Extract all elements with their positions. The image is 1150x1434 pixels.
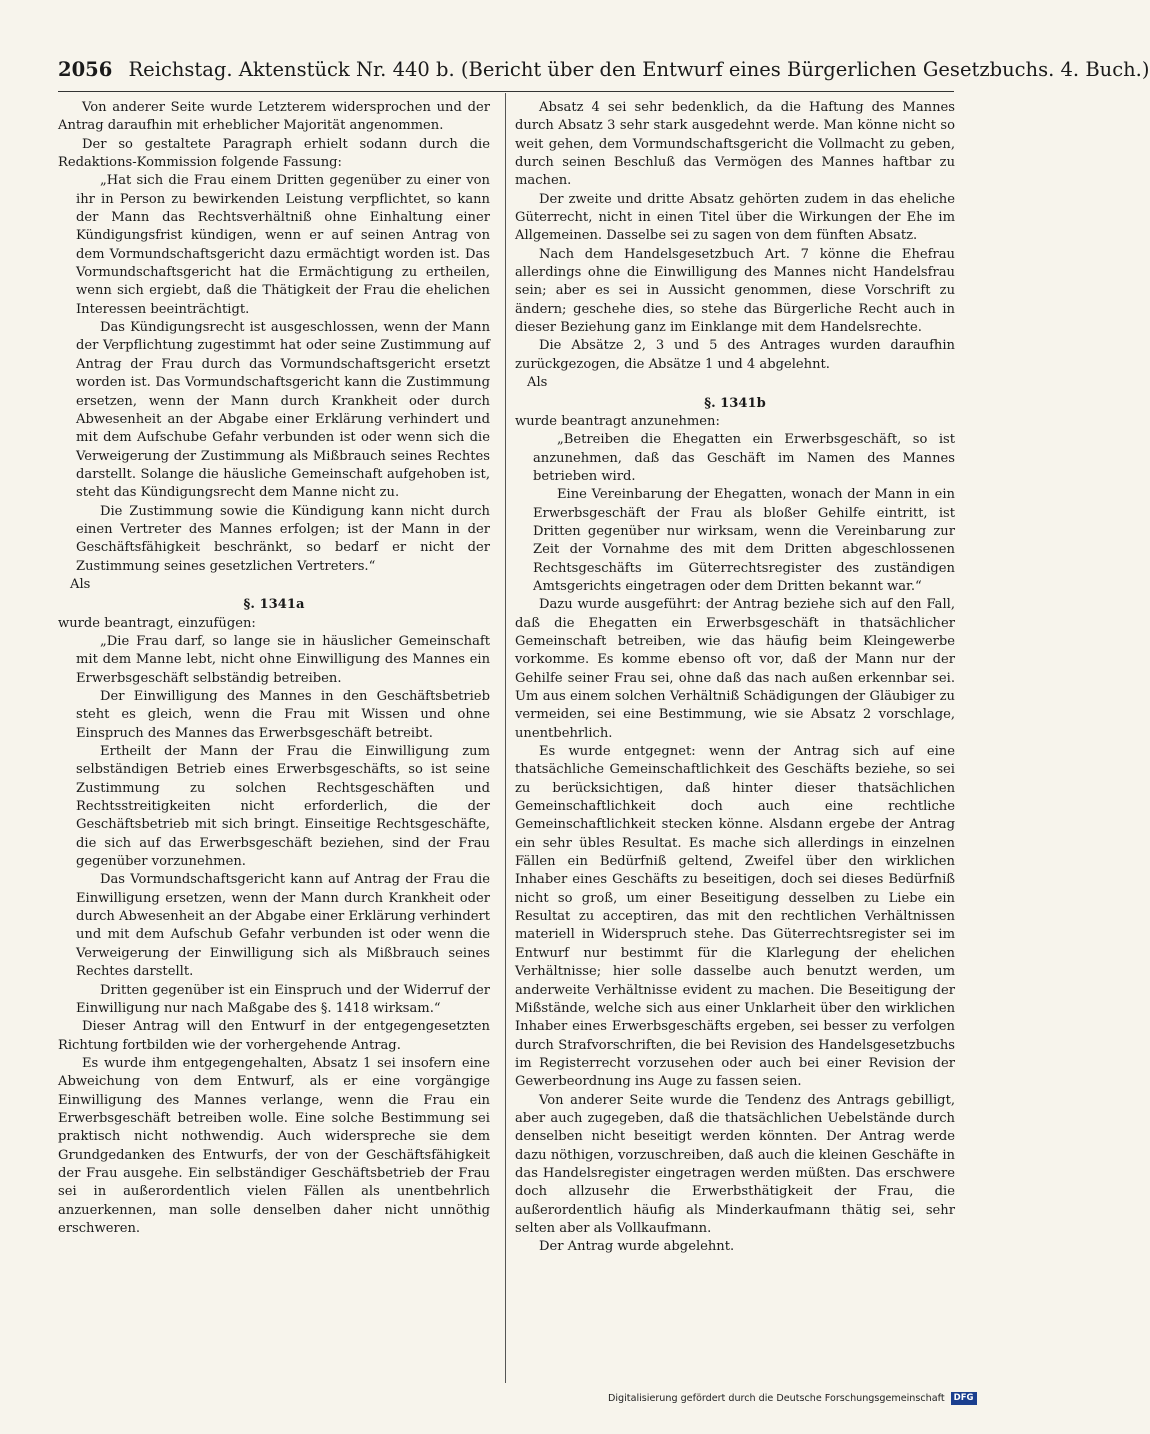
paragraph: Von anderer Seite wurde die Tendenz des Antrags gebilligt, aber auch zugegeben, daß die thatsächlichen Uebelstände durch denselben nicht beseitigt werden könnten. Der Antrag werde dazu nöthigen, vorzuschreiben, daß auch die kleinen Geschäfte in das Handelsregister eingetragen werden müßten. Das erschwere doch allzusehr die Erwerbsthätigkeit der Frau, die außerordentlich häufig als Minderkaufmann thätig sei, sehr selten aber als Vollkaufmann. bbox=[515, 1092, 955, 1236]
paragraph: Der Antrag wurde abgelehnt. bbox=[539, 1239, 735, 1255]
paragraph: Es wurde ihm entgegengehalten, Absatz 1 sei insofern eine Abweichung von dem Entwurf, als er eine vorgängige Einwilligung des Mannes verlange, wenn die Frau ein Erwerbsgeschäft betreiben wolle. Eine solche Bestimmung sei praktisch nicht nothwendig. Auch widerspreche sie dem Grundgedanken des Entwurfs, der von der Geschäftsfähigkeit der Frau ausgehe. Ein selbständiger Geschäftsbetrieb der Frau sei in außerordentlich vielen Fällen als unentbehrlich anzuerkennen, man solle denselben daher nicht unnöthig erschweren. bbox=[58, 1055, 490, 1236]
running-title: Reichstag. Aktenstück Nr. 440 b. (Bericht über den Entwurf eines Bürgerlichen Gesetzbuchs. 4. Buch.) bbox=[128, 58, 1150, 81]
right-column bbox=[515, 99, 955, 1389]
als-line: Als bbox=[70, 576, 91, 592]
page-number: 2056 bbox=[58, 58, 113, 81]
paragraph: Die Absätze 2, 3 und 5 des Antrages wurden daraufhin zurückgezogen, die Absätze 1 und 4 abgelehnt. bbox=[515, 338, 955, 372]
paragraph: Dieser Antrag will den Entwurf in der entgegengesetzten Richtung fortbilden wie der vorhergehende Antrag. bbox=[58, 1019, 490, 1053]
quoted-paragraph: „Die Frau darf, so lange sie in häuslicher Gemeinschaft mit dem Manne lebt, nicht ohne Einwilligung des Mannes ein Erwerbsgeschäft selbständig betreiben. bbox=[76, 633, 490, 686]
quoted-paragraph: Dritten gegenüber ist ein Einspruch und der Widerruf der Einwilligung nur nach Maßgabe des §. 1418 wirksam.“ bbox=[76, 982, 490, 1016]
paragraph: Der zweite und dritte Absatz gehörten zudem in das eheliche Güterrecht, nicht in einen Titel über die Wirkungen der Ehe im Allgemeinen. Dasselbe sei zu sagen von dem fünften Absatz. bbox=[515, 191, 955, 244]
section-heading: §. 1341a bbox=[243, 597, 305, 613]
paragraph: Absatz 4 sei sehr bedenklich, da die Haftung des Mannes durch Absatz 3 sehr stark ausgedehnt werde. Man könne nicht so weit gehen, dem Vormundschaftsgericht die Vollmacht zu geben, durch seinen Beschluß das Vermögen des Mannes haftbar zu machen. bbox=[515, 100, 955, 189]
paragraph: Dazu wurde ausgeführt: der Antrag beziehe sich auf den Fall, daß die Ehegatten ein Erwerbsgeschäft in thatsächlicher Gemeinschaft betreiben, wie das häufig beim Kleingewerbe vorkomme. Es komme ebenso oft vor, daß der Mann nur der Gehilfe seiner Frau sei, ohne daß das nach außen erkennbar sei. Um aus einem solchen Verhältniß Schädigungen der Gläubiger zu vermeiden, sei eine Bestimmung, wie sie Absatz 2 vorschlage, unentbehrlich. bbox=[515, 597, 955, 741]
paragraph: wurde beantragt, einzufügen: bbox=[58, 615, 256, 631]
section-heading: §. 1341b bbox=[704, 395, 766, 411]
paragraph: Nach dem Handelsgesetzbuch Art. 7 könne die Ehefrau allerdings ohne die Einwilligung des Mannes nicht Handelsfrau sein; aber es sei in Aussicht genommen, diese Vorschrift zu ändern; geschehe dies, so stehe das Bürgerliche Recht auch in dieser Beziehung ganz im Einklange mit dem Handelsrechte. bbox=[515, 246, 955, 336]
credit-text: Digitalisierung gefördert durch die Deutsche Forschungsgemeinschaft bbox=[608, 1393, 945, 1404]
digitization-credit bbox=[608, 1391, 974, 1407]
quoted-paragraph: „Betreiben die Ehegatten ein Erwerbsgeschäft, so ist anzunehmen, daß das Geschäft im Namen des Mannes betrieben wird. bbox=[533, 432, 955, 484]
left-column bbox=[58, 99, 490, 1389]
quoted-paragraph: Eine Vereinbarung der Ehegatten, wonach der Mann in ein Erwerbsgeschäft der Frau als bloßer Gehilfe eintritt, ist Dritten gegenüber nur wirksam, wenn die Vereinbarung zur Zeit der Vornahme des mit dem Dritten abgeschlossenen Rechtsgeschäfts im Güterrechtsregister des zuständigen Amtsgerichts eingetragen oder dem Dritten bekannt war.“ bbox=[533, 487, 955, 594]
quoted-paragraph: Die Zustimmung sowie die Kündigung kann nicht durch einen Vertreter des Mannes erfolgen; ist der Mann in der Geschäftsfähigkeit beschränkt, so bedarf er nicht der Zustimmung seines gesetzlichen Vertreters.“ bbox=[76, 503, 490, 574]
paragraph: wurde beantragt anzunehmen: bbox=[515, 413, 720, 429]
quoted-paragraph: Das Vormundschaftsgericht kann auf Antrag der Frau die Einwilligung ersetzen, wenn der Mann durch Krankheit oder durch Abwesenheit an der Abgabe einer Erklärung verhindert und mit dem Aufschub Gefahr verbunden ist oder wenn die Verweigerung der Einwilligung sich als Mißbrauch seines Rechtes darstellt. bbox=[76, 872, 490, 980]
header-rule bbox=[58, 91, 954, 92]
paragraph: Der so gestaltete Paragraph erhielt sodann durch die Redaktions-Kommission folgende Fassung: bbox=[58, 136, 490, 171]
quoted-paragraph: Das Kündigungsrecht ist ausgeschlossen, wenn der Mann der Verpflichtung zugestimmt hat oder seine Zustimmung auf Antrag der Frau durch das Vormundschaftsgericht ersetzt worden ist. Das Vormundschaftsgericht kann die Zustimmung ersetzen, wenn der Mann durch Krankheit oder durch Abwesenheit an der Abgabe einer Erklärung verhindert und mit dem Aufschube Gefahr verbunden ist oder wenn sich die Verweigerung der Zustimmung als Mißbrauch seines Rechtes darstellt. Solange die häusliche Gemeinschaft aufgehoben ist, steht das Kündigungsrecht dem Manne nicht zu. bbox=[76, 320, 490, 501]
dfg-logo: DFG bbox=[951, 1392, 977, 1405]
quoted-paragraph: Ertheilt der Mann der Frau die Einwilligung zum selbständigen Betrieb eines Erwerbsgeschäfts, so ist seine Zustimmung zu solchen Rechtsgeschäften und Rechtsstreitigkeiten nicht erforderlich, die der Geschäftsbetrieb mit sich bringt. Einseitige Rechtsgeschäfte, die sich auf das Erwerbsgeschäft beziehen, sind der Frau gegenüber vorzunehmen. bbox=[76, 744, 490, 870]
column-divider bbox=[505, 93, 506, 1383]
running-header bbox=[58, 56, 1150, 90]
als-line: Als bbox=[527, 375, 548, 391]
quoted-paragraph: „Hat sich die Frau einem Dritten gegenüber zu einer von ihr in Person zu bewirkenden Leistung verpflichtet, so kann der Mann das Rechtsverhältniß ohne Einhaltung einer Kündigungsfrist kündigen, wenn er auf seinen Antrag von dem Vormundschaftsgericht dazu ermächtigt worden ist. Das Vormundschaftsgericht hat die Ermächtigung zu ertheilen, wenn sich ergiebt, daß die Thätigkeit der Frau die ehelichen Interessen beeinträchtigt. bbox=[76, 173, 490, 317]
paragraph: Es wurde entgegnet: wenn der Antrag sich auf eine thatsächliche Gemeinschaftlichkeit des Geschäfts beziehe, so sei zu berücksichtigen, daß hinter dieser thatsächlichen Gemeinschaftlichkeit doch auch eine rechtliche Gemeinschaftlichkeit stecken könne. Alsdann ergebe der Antrag ein sehr übles Resultat. Es mache sich allerdings in einzelnen Fällen ein Bedürfniß geltend, Zweifel über den wirklichen Inhaber eines Geschäfts zu beseitigen, doch sei dieses Bedürfniß nicht so groß, um einer Beseitigung desselben zu Liebe ein Resultat zu acceptiren, das mit den rechtlichen Verhältnissen materiell in Widerspruch stehe. Das Güterrechtsregister sei im Entwurf nur bestimmt für die Klarlegung der ehelichen Verhältnisse; hier solle dasselbe auch benutzt werden, um anderweite Verhältnisse evident zu machen. Die Beseitigung der Mißstände, welche sich aus einer Unklarheit über den wirklichen Inhaber eines Erwerbsgeschäfts ergeben, sei besser zu verfolgen durch Strafvorschriften, die bei Revision des Handelsgesetzbuchs im Registerrecht vorzusehen oder auch bei einer Revision der Gewerbeordnung ins Auge zu fassen seien. bbox=[515, 744, 955, 1090]
paragraph: Von anderer Seite wurde Letzterem widersprochen und der Antrag daraufhin mit erheblicher Majorität angenommen. bbox=[58, 100, 490, 134]
quoted-paragraph: Der Einwilligung des Mannes in den Geschäftsbetrieb steht es gleich, wenn die Frau mit Wissen und ohne Einspruch des Mannes das Erwerbsgeschäft betreibt. bbox=[76, 689, 490, 741]
